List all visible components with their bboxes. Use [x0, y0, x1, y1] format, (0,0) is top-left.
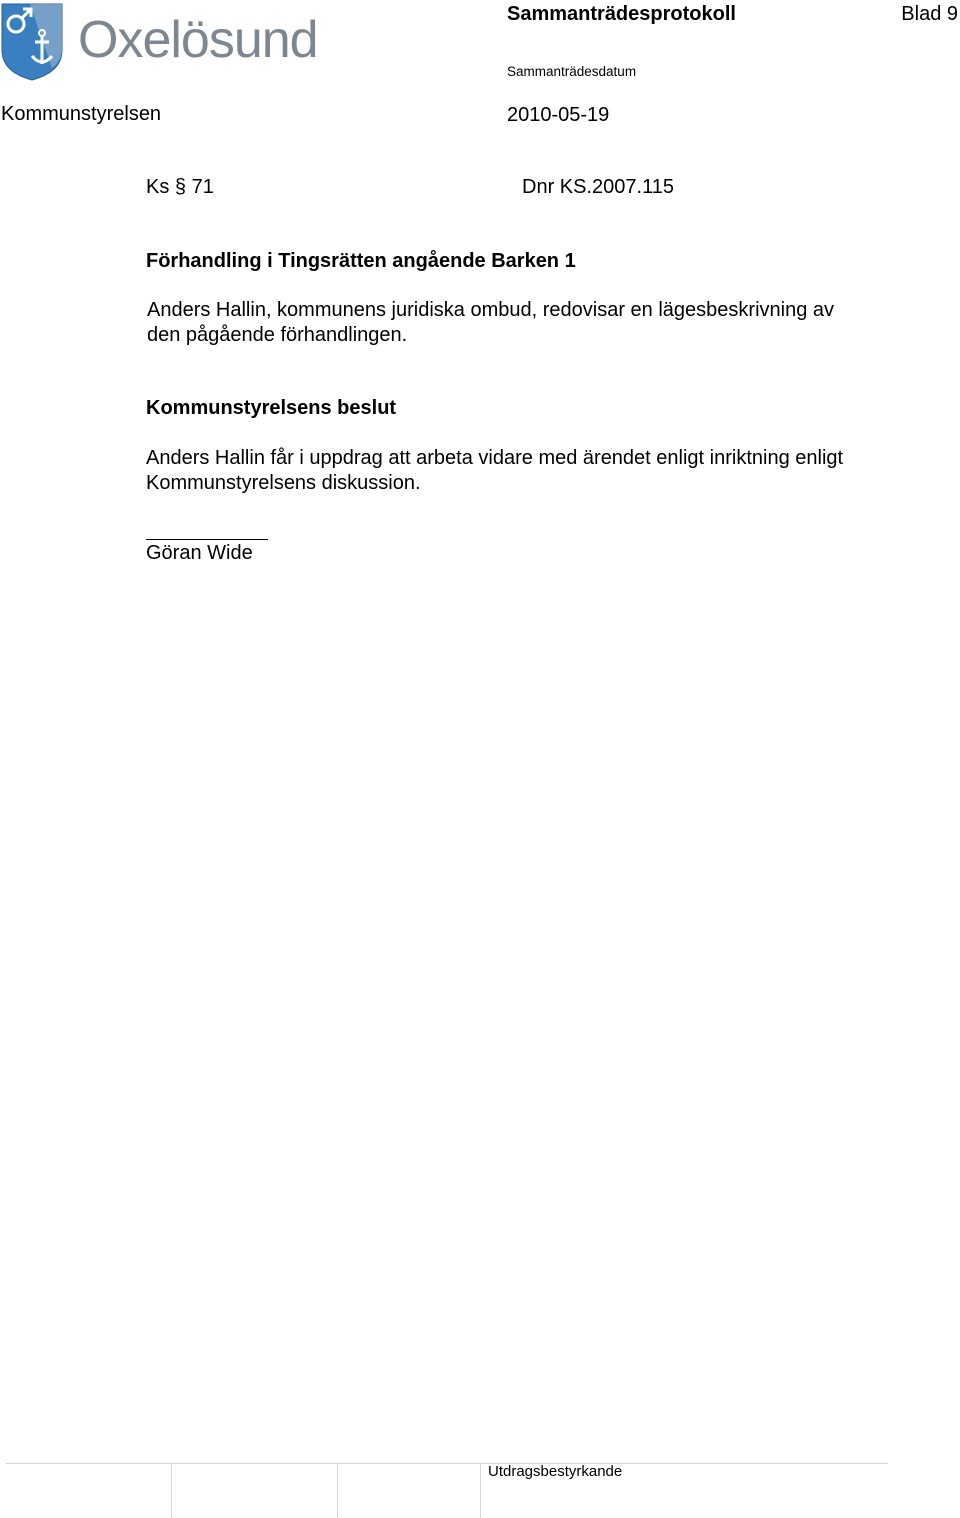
- footer-cell-divider: [337, 1463, 338, 1518]
- item-description-line: Anders Hallin, kommunens juridiska ombud, redovisar en lägesbeskrivning av: [147, 299, 835, 321]
- footer-divider: [6, 1463, 888, 1464]
- footer-cell-divider: [480, 1463, 481, 1518]
- signature-name: Göran Wide: [146, 542, 253, 564]
- logo-wordmark: Oxelösund: [78, 11, 318, 69]
- governing-body: Kommunstyrelsen: [1, 103, 162, 125]
- coat-of-arms-icon: [0, 2, 64, 82]
- certification-label: Utdragsbestyrkande: [488, 1463, 623, 1480]
- item-description-line: den pågående förhandlingen.: [147, 324, 408, 346]
- footer-cell-divider: [171, 1463, 172, 1518]
- decision-text-line: Kommunstyrelsens diskussion.: [146, 472, 421, 494]
- decision-text: [146, 446, 926, 496]
- meeting-date-label: Sammanträdesdatum: [507, 64, 637, 79]
- item-title: Förhandling i Tingsrätten angående Barken 1: [146, 250, 576, 272]
- page-number: Blad 9: [901, 3, 958, 25]
- item-description: [147, 298, 927, 348]
- document-type: Sammanträdesprotokoll: [507, 3, 736, 25]
- decision-heading: Kommunstyrelsens beslut: [146, 397, 397, 419]
- municipality-logo: [0, 2, 345, 82]
- diary-number: Dnr KS.2007.115: [522, 176, 674, 198]
- meeting-date: 2010-05-19: [507, 104, 610, 126]
- paragraph-reference: Ks § 71: [146, 176, 214, 198]
- decision-text-line: Anders Hallin får i uppdrag att arbeta vidare med ärendet enligt inriktning enligt: [146, 447, 844, 469]
- signature-line: [146, 539, 268, 540]
